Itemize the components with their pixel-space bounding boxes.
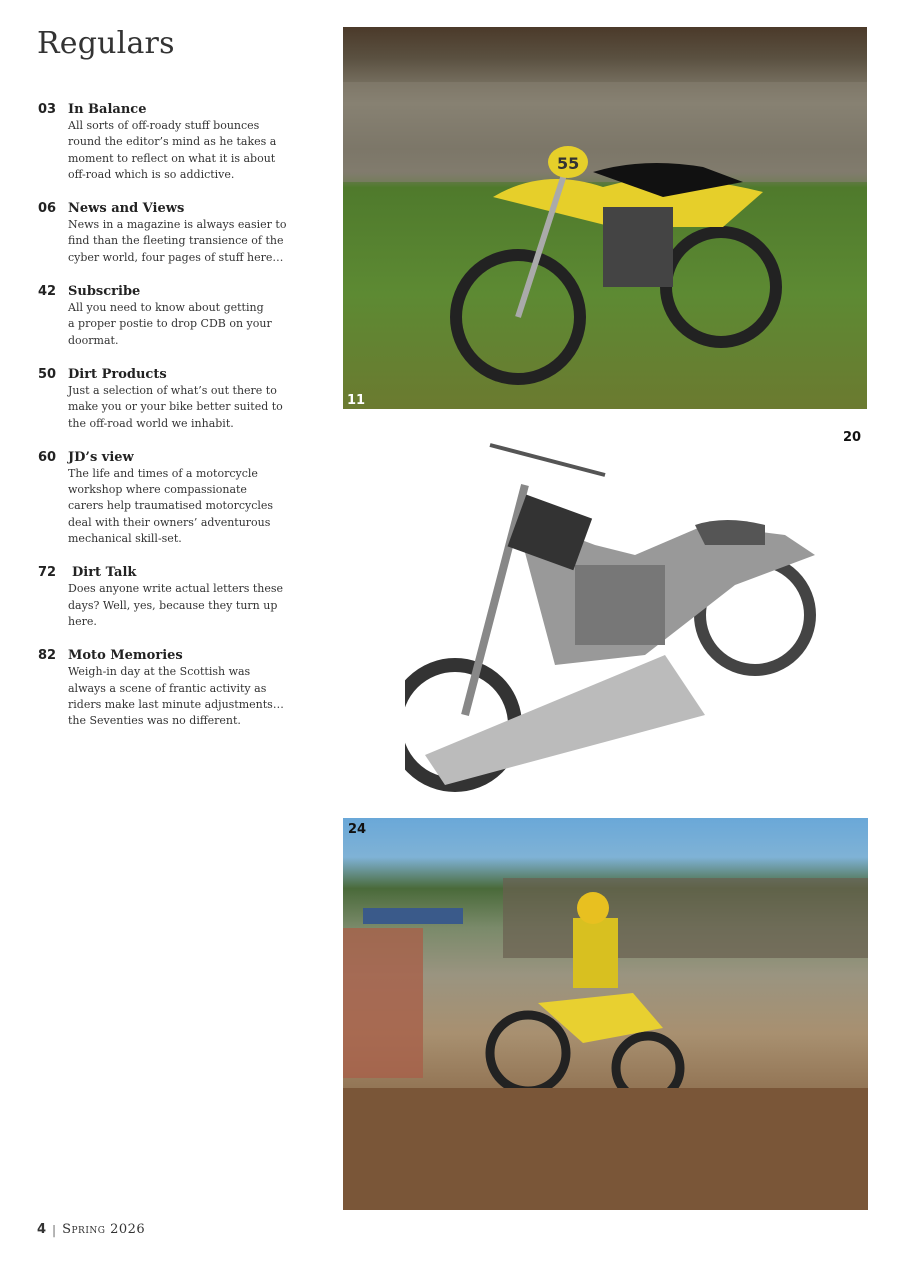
page-title: Regulars (37, 26, 175, 61)
entry-page: 50 (38, 366, 57, 382)
entry-description: News in a magazine is always easier to find than the fleeting transience of the cyber world, four pages of stuff here… (68, 218, 287, 264)
entry-description: Does anyone write actual letters these days? Well, yes, because they turn up here. (68, 582, 284, 628)
photo-page-label: 11 (347, 393, 366, 408)
entry-page: 03 (38, 102, 57, 117)
entry-heading: Dirt Talk (72, 565, 137, 581)
entry-description: All you need to know about getting a proper postie to drop CDB on your doormat. (68, 301, 272, 347)
motorcycle-illustration (405, 425, 835, 805)
folio-page-number: 4 (37, 1222, 47, 1237)
motorcycle-illustration (343, 27, 867, 409)
photo-bw-motorcycle[interactable] (405, 425, 835, 805)
entry-description: All sorts of off-roady stuff bounces round the editor’s mind as he takes a moment to reflect on what it is about off-road which is so addictive. (68, 119, 277, 181)
entry-heading: Moto Memories (68, 648, 183, 664)
page-footer (37, 1222, 145, 1237)
entry-description: Just a selection of what’s out there to make you or your bike better suited to the off-road world we inhabit. (68, 383, 283, 430)
entry-heading: News and Views (68, 201, 185, 217)
toc-entry[interactable] (38, 449, 308, 547)
entry-page: 82 (38, 648, 57, 664)
number-plate: 55 (557, 154, 580, 173)
toc-entry[interactable] (38, 564, 308, 630)
entry-page: 06 (38, 201, 57, 217)
photo-scrambles-race[interactable] (343, 818, 868, 1210)
issue-date: Spring 2026 (62, 1222, 146, 1237)
entry-page: 42 (38, 284, 57, 300)
toc-entry[interactable] (38, 101, 308, 183)
folio-separator: | (52, 1222, 57, 1237)
toc-entry[interactable] (38, 200, 308, 266)
toc-entry[interactable] (38, 283, 308, 349)
toc-entry[interactable] (38, 647, 308, 729)
race-illustration (343, 818, 868, 1210)
contents-list (38, 101, 308, 746)
entry-description: The life and times of a motorcycle workshop where compassionate carers help traumatised motorcycles deal with their owners’ adventurous mechanical skill-set. (68, 466, 274, 546)
toc-entry[interactable] (38, 366, 308, 432)
photo-page-label: 24 (348, 822, 367, 837)
entry-page: 72 (38, 565, 57, 581)
entry-page: 60 (38, 449, 57, 465)
entry-heading: JD’s view (68, 449, 134, 465)
photo-page-label: 20 (843, 430, 862, 445)
entry-heading: Dirt Products (68, 366, 167, 382)
photo-yellow-scrambler[interactable] (343, 27, 867, 409)
entry-heading: In Balance (68, 102, 147, 117)
entry-description: Weigh-in day at the Scottish was always a scene of frantic activity as riders make last minute adjustments… the Seventies was no different. (68, 665, 284, 728)
entry-heading: Subscribe (68, 284, 141, 300)
